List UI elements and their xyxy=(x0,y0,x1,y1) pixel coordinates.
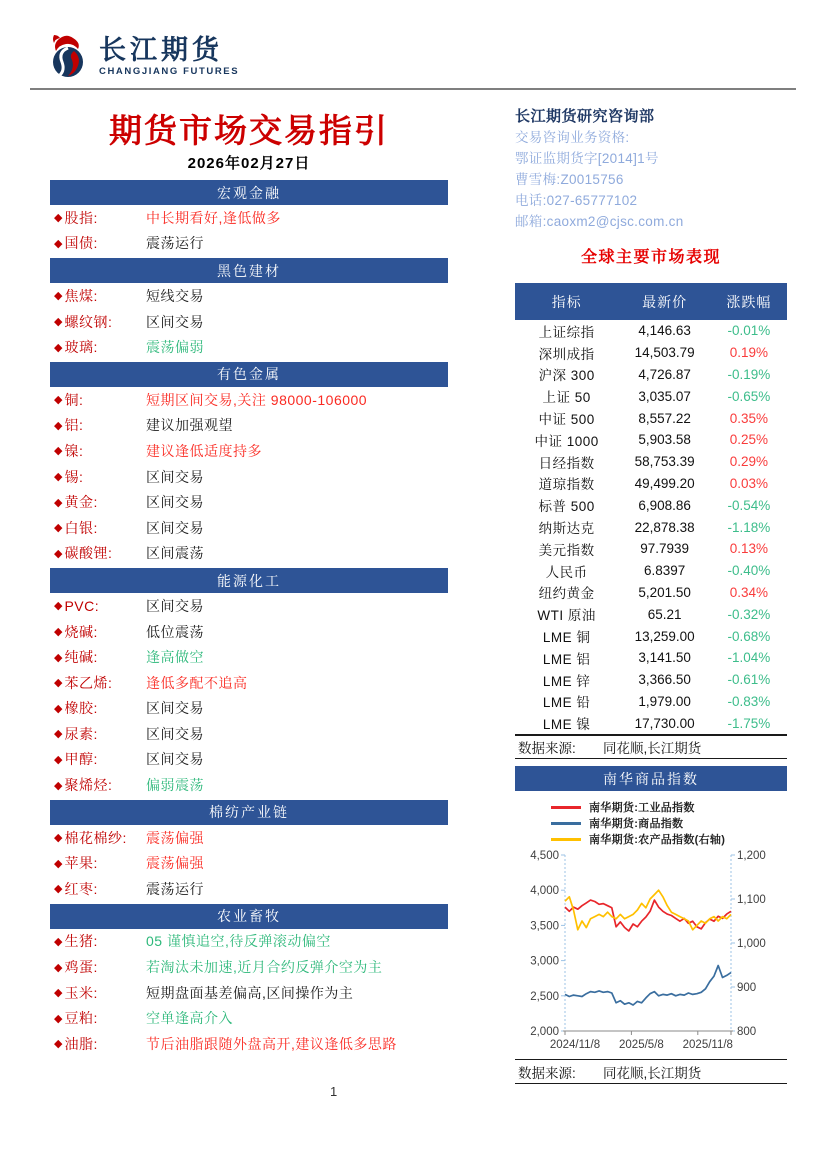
change-percent: -0.19% xyxy=(727,366,771,382)
market-performance-title: 全球主要市场表现 xyxy=(580,249,721,266)
legend-label: 南华期货:商品指数 xyxy=(589,818,684,831)
commodity-item xyxy=(50,772,448,798)
trading-guide-column xyxy=(50,105,448,1057)
diamond-bullet-icon: ◆ xyxy=(54,626,63,639)
diamond-bullet-icon: ◆ xyxy=(54,1038,63,1051)
index-name: LME 铅 xyxy=(542,695,591,711)
index-name: 纳斯达克 xyxy=(538,521,595,537)
table-row xyxy=(515,407,787,429)
logo-name-cn: 长江期货 xyxy=(99,35,223,66)
commodity-label: 铝: xyxy=(64,417,84,434)
page-title: 期货市场交易指引 xyxy=(109,112,389,149)
latest-price: 49,499.20 xyxy=(634,475,695,491)
commodity-item xyxy=(50,413,448,439)
change-percent: 0.25% xyxy=(729,432,769,448)
commodity-label: 焦煤: xyxy=(64,287,98,304)
commodity-item xyxy=(50,489,448,515)
diamond-bullet-icon: ◆ xyxy=(54,883,63,896)
commodity-label: 聚烯烃: xyxy=(64,777,113,794)
diamond-bullet-icon: ◆ xyxy=(54,961,63,974)
index-name: LME 镍 xyxy=(542,717,591,733)
legend-item xyxy=(551,799,787,815)
commodity-item xyxy=(50,954,448,980)
table-row xyxy=(515,516,787,538)
change-percent: -0.61% xyxy=(727,672,771,688)
latest-price: 13,259.00 xyxy=(634,628,695,644)
section-header: 农业畜牧 xyxy=(50,904,448,929)
diamond-bullet-icon: ◆ xyxy=(54,496,63,509)
diamond-bullet-icon: ◆ xyxy=(54,547,63,560)
report-date: 2026年02月27日 xyxy=(187,155,311,172)
commodity-label: 镍: xyxy=(64,442,84,459)
index-name: 沪深 300 xyxy=(538,368,595,384)
column-header-price: 最新价 xyxy=(642,293,688,310)
commodity-label: 油脂: xyxy=(64,1035,98,1052)
legend-line-swatch xyxy=(551,838,581,841)
commodity-outlook: 短线交易 xyxy=(146,287,204,304)
index-name: 美元指数 xyxy=(538,542,595,558)
change-percent: 0.34% xyxy=(729,584,769,600)
commodity-outlook: 区间交易 xyxy=(146,725,204,742)
table-row xyxy=(515,603,787,625)
table-row xyxy=(515,429,787,451)
source-value: 同花顺,长江期货 xyxy=(603,741,702,757)
diamond-bullet-icon: ◆ xyxy=(54,290,63,303)
latest-price: 5,903.58 xyxy=(638,432,691,448)
changjiang-dragon-logo-icon xyxy=(46,33,92,81)
header-divider xyxy=(30,88,796,90)
table-row xyxy=(515,538,787,560)
commodity-item xyxy=(50,309,448,335)
research-dept-title: 长江期货研究咨询部 xyxy=(515,108,655,125)
diamond-bullet-icon: ◆ xyxy=(54,832,63,845)
commodity-label: 橡胶: xyxy=(64,700,98,717)
change-percent: -1.04% xyxy=(727,650,771,666)
commodity-label: 豆粕: xyxy=(64,1010,98,1027)
left-axis-tick-label: 2,500 xyxy=(530,990,559,1003)
legend-item xyxy=(551,831,787,847)
contact-line: 鄂证监期货字[2014]1号 xyxy=(515,151,659,166)
table-row xyxy=(515,451,787,473)
index-name: 上证 50 xyxy=(542,390,591,406)
commodity-item xyxy=(50,541,448,567)
commodity-outlook: 节后油脂跟随外盘高开,建议逢低多思路 xyxy=(146,1035,397,1052)
diamond-bullet-icon: ◆ xyxy=(54,394,63,407)
commodity-outlook: 区间交易 xyxy=(146,700,204,717)
left-axis-tick-label: 4,000 xyxy=(530,885,559,898)
latest-price: 22,878.38 xyxy=(634,519,695,535)
left-axis-tick-label: 3,500 xyxy=(530,920,559,933)
section-header: 能源化工 xyxy=(50,568,448,593)
commodity-outlook: 区间交易 xyxy=(146,468,204,485)
diamond-bullet-icon: ◆ xyxy=(54,316,63,329)
page-number: 1 xyxy=(330,1084,338,1099)
index-name: 深圳成指 xyxy=(538,346,595,362)
diamond-bullet-icon: ◆ xyxy=(54,702,63,715)
change-percent: 0.03% xyxy=(729,475,769,491)
commodity-outlook: 区间震荡 xyxy=(146,545,204,562)
commodity-item xyxy=(50,670,448,696)
commodity-outlook: 逢高做空 xyxy=(146,649,204,666)
change-percent: 0.35% xyxy=(729,410,769,426)
commodity-outlook: 区间交易 xyxy=(146,313,204,330)
table-source-row xyxy=(515,734,787,759)
right-axis-tick-label: 1,100 xyxy=(737,894,766,907)
diamond-bullet-icon: ◆ xyxy=(54,522,63,535)
source-value: 同花顺,长江期货 xyxy=(603,1065,702,1081)
commodity-outlook: 中长期看好,逢低做多 xyxy=(146,209,281,226)
latest-price: 8,557.22 xyxy=(638,410,691,426)
right-axis-tick-label: 900 xyxy=(737,982,757,995)
commodity-outlook: 震荡运行 xyxy=(146,235,204,252)
latest-price: 58,753.39 xyxy=(634,454,695,470)
index-name: 日经指数 xyxy=(538,455,595,471)
commodity-outlook: 震荡偏强 xyxy=(146,829,204,846)
diamond-bullet-icon: ◆ xyxy=(54,857,63,870)
chart-legend xyxy=(515,799,787,847)
legend-line-swatch xyxy=(551,806,581,809)
commodity-item xyxy=(50,644,448,670)
commodity-label: 生猪: xyxy=(64,933,98,950)
latest-price: 3,141.50 xyxy=(638,650,691,666)
index-name: LME 铜 xyxy=(542,630,591,646)
commodity-outlook: 区间交易 xyxy=(146,751,204,768)
legend-label: 南华期货:工业品指数 xyxy=(589,802,695,815)
contact-block xyxy=(515,127,787,232)
latest-price: 17,730.00 xyxy=(634,715,695,731)
commodity-outlook: 震荡偏强 xyxy=(146,855,204,872)
left-axis-tick-label: 4,500 xyxy=(530,850,559,863)
commodity-item xyxy=(50,231,448,257)
x-axis-tick-label: 2025/11/8 xyxy=(682,1039,733,1052)
contact-line: 电话:027-65777102 xyxy=(515,193,638,208)
table-row xyxy=(515,342,787,364)
commodity-label: 玻璃: xyxy=(64,339,98,356)
company-logo xyxy=(46,33,239,81)
chart-source-row xyxy=(515,1059,787,1084)
chart-series-line xyxy=(565,890,731,930)
market-table-header xyxy=(515,283,787,320)
commodity-item xyxy=(50,464,448,490)
change-percent: -0.65% xyxy=(727,388,771,404)
commodity-item xyxy=(50,283,448,309)
commodity-label: 纯碱: xyxy=(64,649,98,666)
index-name: 道琼指数 xyxy=(538,477,595,493)
commodity-label: 黄金: xyxy=(64,494,98,511)
commodity-item xyxy=(50,747,448,773)
commodity-outlook: 低位震荡 xyxy=(146,623,204,640)
commodity-label: 玉米: xyxy=(64,984,98,1001)
commodity-item xyxy=(50,438,448,464)
commodity-label: 股指: xyxy=(64,209,98,226)
commodity-label: 红枣: xyxy=(64,880,98,897)
commodity-item xyxy=(50,1031,448,1057)
commodity-label: 苯乙烯: xyxy=(64,674,113,691)
section-header: 有色金属 xyxy=(50,362,448,387)
change-percent: -0.54% xyxy=(727,497,771,513)
commodity-item xyxy=(50,850,448,876)
commodity-label: 甲醇: xyxy=(64,751,98,768)
right-axis-tick-label: 1,000 xyxy=(737,938,766,951)
left-axis-tick-label: 3,000 xyxy=(530,955,559,968)
commodity-outlook: 短期区间交易,关注 98000-106000 xyxy=(146,391,368,408)
table-row xyxy=(515,669,787,691)
right-axis-tick-label: 800 xyxy=(737,1026,757,1039)
commodity-item xyxy=(50,1005,448,1031)
diamond-bullet-icon: ◆ xyxy=(54,677,63,690)
commodity-label: 国债: xyxy=(64,235,98,252)
diamond-bullet-icon: ◆ xyxy=(54,779,63,792)
table-row xyxy=(515,385,787,407)
commodity-item xyxy=(50,980,448,1006)
commodity-item xyxy=(50,619,448,645)
index-name: LME 锌 xyxy=(542,673,591,689)
latest-price: 6.8397 xyxy=(643,563,686,579)
diamond-bullet-icon: ◆ xyxy=(54,935,63,948)
logo-name-en: CHANGJIANG FUTURES xyxy=(99,66,240,78)
change-percent: -1.75% xyxy=(727,715,771,731)
market-column xyxy=(515,105,787,1084)
latest-price: 4,726.87 xyxy=(638,366,691,382)
diamond-bullet-icon: ◆ xyxy=(54,600,63,613)
table-row xyxy=(515,560,787,582)
latest-price: 6,908.86 xyxy=(638,497,691,513)
commodity-outlook: 区间交易 xyxy=(146,519,204,536)
legend-item xyxy=(551,815,787,831)
commodity-item xyxy=(50,334,448,360)
column-header-index: 指标 xyxy=(551,293,582,310)
logo-text xyxy=(99,37,239,77)
commodity-item xyxy=(50,205,448,231)
commodity-item xyxy=(50,515,448,541)
index-name: LME 铝 xyxy=(542,651,591,667)
commodity-label: 尿素: xyxy=(64,725,98,742)
change-percent: -0.40% xyxy=(727,563,771,579)
latest-price: 3,366.50 xyxy=(638,672,691,688)
commodity-item xyxy=(50,593,448,619)
section-header: 宏观金融 xyxy=(50,180,448,205)
commodity-outlook: 建议逢低适度持多 xyxy=(146,442,262,459)
x-axis-tick-label: 2024/11/8 xyxy=(549,1039,601,1052)
diamond-bullet-icon: ◆ xyxy=(54,341,63,354)
column-header-change: 涨跌幅 xyxy=(726,293,772,310)
commodity-item xyxy=(50,876,448,902)
commodity-label: 棉花棉纱: xyxy=(64,829,127,846)
index-name: 纽约黄金 xyxy=(538,586,595,602)
commodity-outlook: 逢低多配不追高 xyxy=(146,674,248,691)
commodity-item xyxy=(50,387,448,413)
latest-price: 4,146.63 xyxy=(638,323,691,339)
commodity-outlook: 空单逢高介入 xyxy=(146,1010,233,1027)
index-name: 中证 1000 xyxy=(534,433,599,449)
market-table-body xyxy=(515,320,787,734)
contact-line: 交易咨询业务资格: xyxy=(515,130,630,145)
change-percent: -0.83% xyxy=(727,693,771,709)
latest-price: 97.7939 xyxy=(640,541,689,557)
latest-price: 3,035.07 xyxy=(638,388,691,404)
commodity-item xyxy=(50,825,448,851)
commodity-item xyxy=(50,696,448,722)
commodity-outlook: 短期盘面基差偏高,区间操作为主 xyxy=(146,984,354,1001)
commodity-sections xyxy=(50,180,448,1057)
legend-line-swatch xyxy=(551,822,581,825)
section-header: 黑色建材 xyxy=(50,258,448,283)
commodity-item xyxy=(50,929,448,955)
index-name: 标普 500 xyxy=(538,499,595,515)
diamond-bullet-icon: ◆ xyxy=(54,445,63,458)
index-name: WTI 原油 xyxy=(537,608,596,624)
table-row xyxy=(515,494,787,516)
table-row xyxy=(515,473,787,495)
diamond-bullet-icon: ◆ xyxy=(54,753,63,766)
index-name: 上证综指 xyxy=(538,324,595,340)
change-percent: -0.01% xyxy=(727,323,771,339)
commodity-label: 铜: xyxy=(64,391,84,408)
diamond-bullet-icon: ◆ xyxy=(54,1012,63,1025)
diamond-bullet-icon: ◆ xyxy=(54,987,63,1000)
diamond-bullet-icon: ◆ xyxy=(54,419,63,432)
legend-label: 南华期货:农产品指数(右轴) xyxy=(589,834,726,847)
commodity-item xyxy=(50,721,448,747)
source-label: 数据来源: xyxy=(518,741,576,757)
commodity-outlook: 区间交易 xyxy=(146,494,204,511)
contact-line: 邮箱:caoxm2@cjsc.com.cn xyxy=(515,214,684,229)
diamond-bullet-icon: ◆ xyxy=(54,471,63,484)
latest-price: 65.21 xyxy=(647,606,682,622)
contact-line: 曹雪梅:Z0015756 xyxy=(515,172,624,187)
right-axis-tick-label: 1,200 xyxy=(737,850,766,863)
latest-price: 5,201.50 xyxy=(638,584,691,600)
diamond-bullet-icon: ◆ xyxy=(54,237,63,250)
table-row xyxy=(515,712,787,734)
table-row xyxy=(515,364,787,386)
change-percent: 0.13% xyxy=(729,541,769,557)
diamond-bullet-icon: ◆ xyxy=(54,728,63,741)
commodity-outlook: 偏弱震荡 xyxy=(146,777,204,794)
change-percent: -1.18% xyxy=(727,519,771,535)
table-row xyxy=(515,582,787,604)
index-name: 中证 500 xyxy=(538,412,595,428)
commodity-label: 苹果: xyxy=(64,855,98,872)
diamond-bullet-icon: ◆ xyxy=(54,651,63,664)
chart-section-header: 南华商品指数 xyxy=(515,766,787,791)
commodity-label: 锡: xyxy=(64,468,84,485)
x-axis-tick-label: 2025/5/8 xyxy=(619,1039,664,1052)
commodity-outlook: 震荡偏弱 xyxy=(146,339,204,356)
table-row xyxy=(515,625,787,647)
table-row xyxy=(515,647,787,669)
index-name: 人民币 xyxy=(545,564,588,580)
table-row xyxy=(515,691,787,713)
latest-price: 1,979.00 xyxy=(638,693,691,709)
table-row xyxy=(515,320,787,342)
source-label: 数据来源: xyxy=(518,1065,576,1081)
commodity-label: 碳酸锂: xyxy=(64,545,113,562)
commodity-label: 烧碱: xyxy=(64,623,98,640)
chart-series-line xyxy=(565,966,731,1006)
commodity-outlook: 建议加强观望 xyxy=(146,417,233,434)
commodity-outlook: 区间交易 xyxy=(146,597,204,614)
nanhua-index-chart xyxy=(515,849,787,1055)
commodity-label: 白银: xyxy=(64,519,98,536)
change-percent: -0.32% xyxy=(727,606,771,622)
change-percent: -0.68% xyxy=(727,628,771,644)
commodity-label: PVC: xyxy=(64,597,100,614)
commodity-label: 鸡蛋: xyxy=(64,959,98,976)
section-header: 棉纺产业链 xyxy=(50,800,448,825)
change-percent: 0.29% xyxy=(729,454,769,470)
commodity-label: 螺纹钢: xyxy=(64,313,113,330)
left-axis-tick-label: 2,000 xyxy=(530,1026,559,1039)
change-percent: 0.19% xyxy=(729,345,769,361)
commodity-outlook: 若淘汰未加速,近月合约反弹介空为主 xyxy=(146,959,383,976)
commodity-outlook: 震荡运行 xyxy=(146,880,204,897)
diamond-bullet-icon: ◆ xyxy=(54,212,63,225)
latest-price: 14,503.79 xyxy=(634,345,695,361)
commodity-outlook: 05 谨慎追空,待反弹滚动偏空 xyxy=(146,933,331,950)
